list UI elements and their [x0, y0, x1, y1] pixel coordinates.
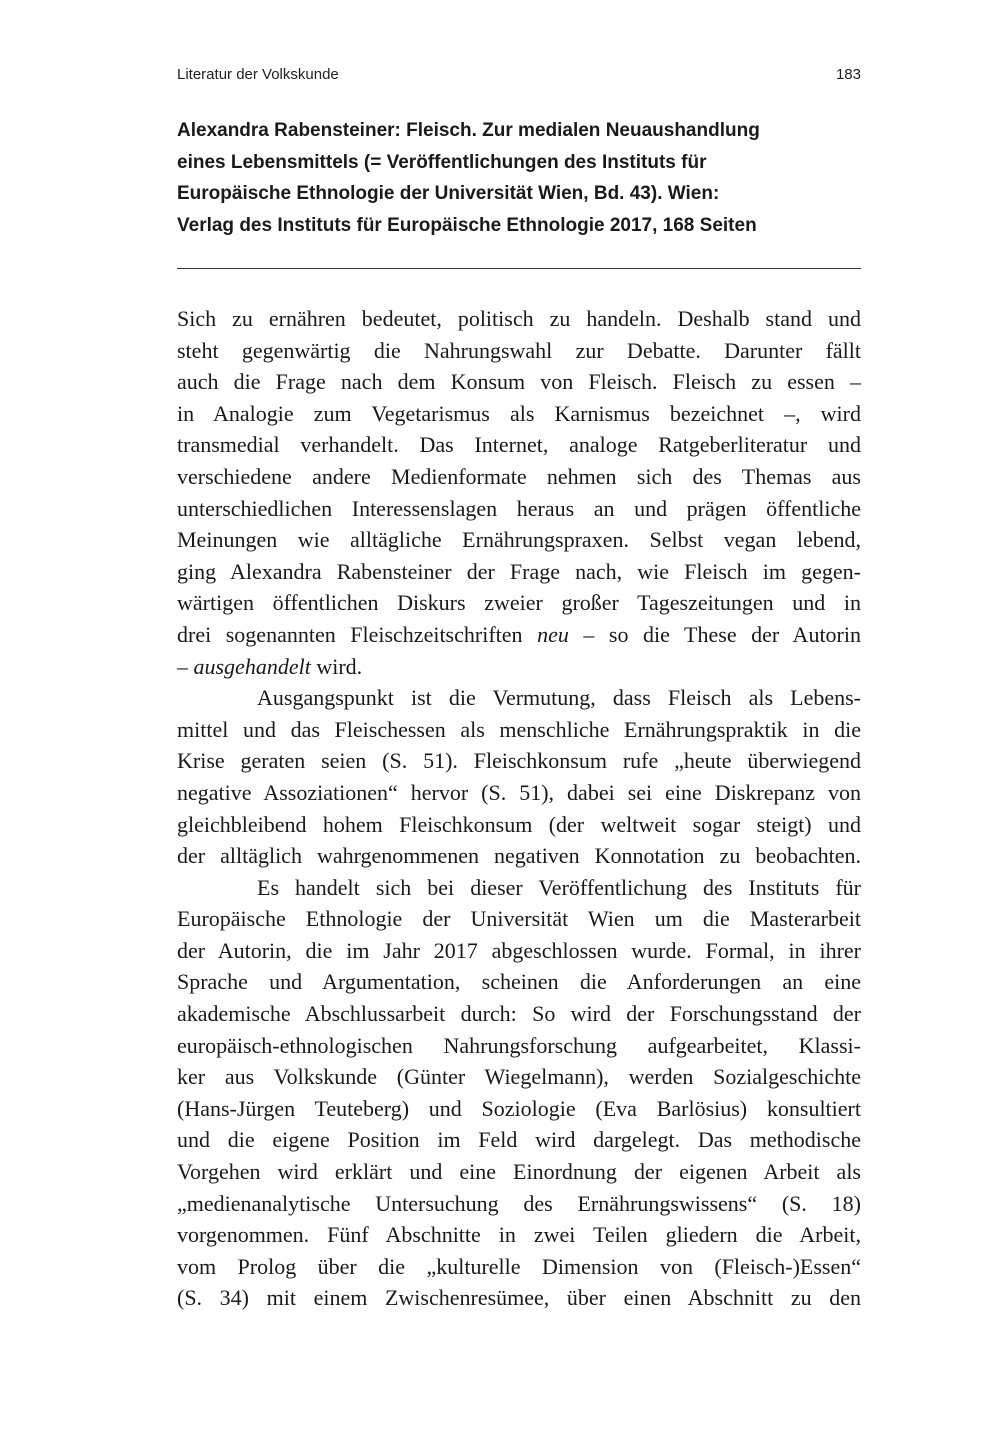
text-line: der Autorin, die im Jahr 2017 abgeschlossen wurde. Formal, in ihrer: [177, 937, 861, 963]
paragraph-2: [177, 682, 861, 872]
text-line: akademische Abschlussarbeit durch: So wird der Forschungsstand der: [177, 1001, 861, 1027]
review-title: [177, 115, 861, 241]
text-line: transmedial verhandelt. Das Internet, analoge Ratgeberliteratur und: [177, 432, 861, 458]
text-line: steht gegenwärtig die Nahrungswahl zur Debatte. Darunter fällt: [177, 337, 861, 363]
text-line: „medienanalytische Untersuchung des Ernährungswissens“ (S. 18): [177, 1190, 861, 1216]
running-header: [177, 66, 861, 83]
text-line: ging Alexandra Rabensteiner der Frage nach, wie Fleisch im gegen-: [177, 558, 861, 584]
page-number: 183: [835, 66, 861, 83]
text-line: der alltäglich wahrgenommenen negativen Konnotation zu beobachten.: [177, 843, 861, 869]
review-title-line: Verlag des Instituts für Europäische Ethnologie 2017, 168 Seiten: [177, 214, 757, 236]
text-line: Krise geraten seien (S. 51). Fleischkonsum rufe „heute überwiegend: [177, 748, 861, 774]
text-line: Ausgangspunkt ist die Vermutung, dass Fleisch als Lebens-: [257, 685, 861, 711]
text-line: auch die Frage nach dem Konsum von Fleisch. Fleisch zu essen –: [177, 369, 861, 395]
text-line: – ausgehandelt wird.: [177, 653, 363, 679]
text-line: und die eigene Position im Feld wird dargelegt. Das methodische: [177, 1127, 861, 1153]
text-line: gleichbleibend hohem Fleischkonsum (der weltweit sogar steigt) und: [177, 811, 861, 837]
text-line: wärtigen öffentlichen Diskurs zweier großer Tageszeitungen und in: [177, 590, 861, 616]
text-line: verschiedene andere Medienformate nehmen sich des Themas aus: [177, 463, 861, 489]
text-line: in Analogie zum Vegetarismus als Karnismus bezeichnet –, wird: [177, 400, 861, 426]
emphasis-text: neu: [537, 621, 569, 647]
text-line: Vorgehen wird erklärt und eine Einordnung der eigenen Arbeit als: [177, 1159, 861, 1185]
emphasis-text: ausgehandelt: [193, 653, 311, 679]
text-line: Sich zu ernähren bedeutet, politisch zu handeln. Deshalb stand und: [177, 306, 861, 331]
text-line: Es handelt sich bei dieser Veröffentlichung des Instituts für: [257, 874, 861, 900]
section-title: Literatur der Volkskunde: [177, 66, 339, 83]
text-line: vom Prolog über die „kulturelle Dimension von (Fleisch-)Essen“: [177, 1253, 861, 1279]
title-divider: [177, 268, 861, 269]
text-line: Sprache und Argumentation, scheinen die Anforderungen an eine: [177, 969, 861, 995]
text-line: Europäische Ethnologie der Universität Wien um die Masterarbeit: [177, 906, 861, 932]
text-line: unterschiedlichen Interessenslagen heraus an und prägen öffentliche: [177, 495, 861, 521]
paragraph-3: [177, 872, 861, 1314]
text-line: negative Assoziationen“ hervor (S. 51), dabei sei eine Diskrepanz von: [177, 779, 861, 805]
text-line: Meinungen wie alltägliche Ernährungspraxen. Selbst vegan lebend,: [177, 527, 861, 553]
text-line: (S. 34) mit einem Zwischenresümee, über einen Abschnitt zu den: [177, 1285, 861, 1311]
text-line: europäisch-ethnologischen Nahrungsforschung aufgearbeitet, Klassi-: [177, 1032, 861, 1058]
review-title-line: eines Lebensmittels (= Veröffentlichungen des Instituts für: [177, 151, 707, 173]
text-line: (Hans-Jürgen Teuteberg) und Soziologie (Eva Barlösius) konsultiert: [177, 1095, 861, 1121]
review-title-line: Alexandra Rabensteiner: Fleisch. Zur medialen Neuaushandlung: [177, 120, 760, 141]
text-line: ker aus Volkskunde (Günter Wiegelmann), werden Sozialgeschichte: [177, 1064, 861, 1090]
text-line: mittel und das Fleischessen als menschliche Ernährungspraktik in die: [177, 716, 861, 742]
text-line: vorgenommen. Fünf Abschnitte in zwei Teilen gliedern die Arbeit,: [177, 1222, 861, 1248]
review-title-line: Europäische Ethnologie der Universität Wien, Bd. 43). Wien:: [177, 183, 720, 204]
review-body: [177, 303, 861, 1314]
paragraph-1: [177, 303, 861, 682]
text-line: drei sogenannten Fleischzeitschriften neu – so die These der Autorin: [177, 621, 861, 647]
